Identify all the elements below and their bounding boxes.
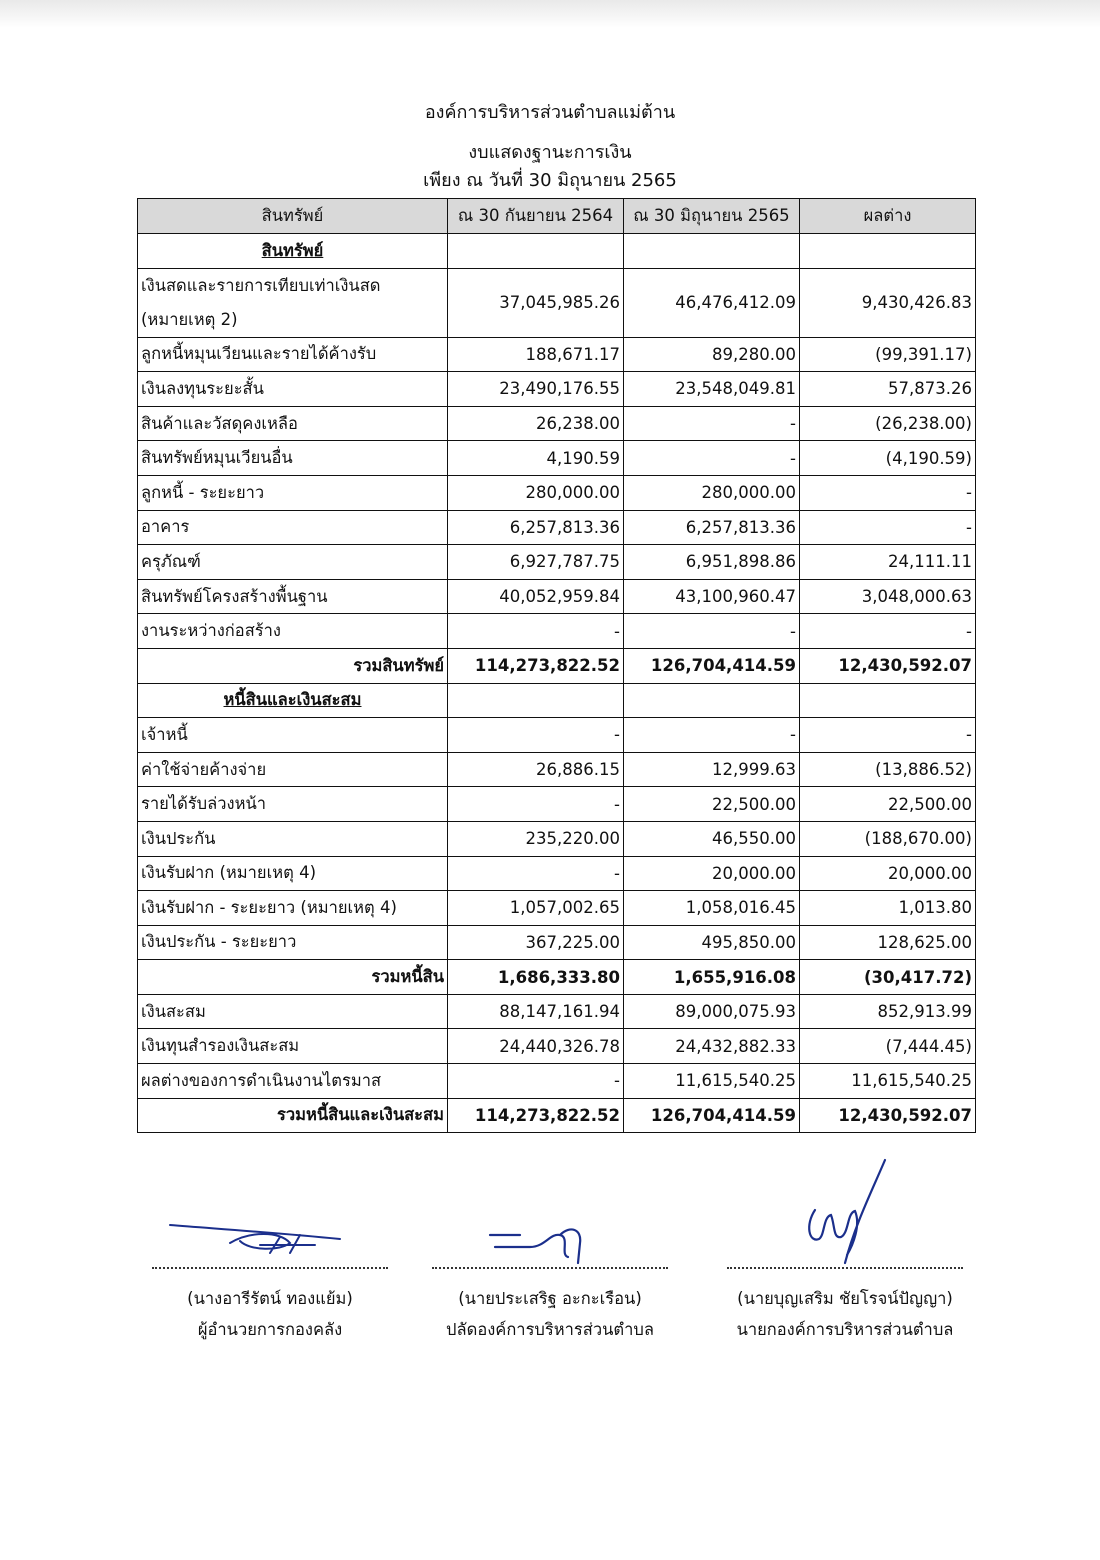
column-header-difference: ผลต่าง	[800, 199, 976, 234]
statement-title: งบแสดงฐานะการเงิน	[468, 142, 632, 163]
total-row-liabilities	[138, 960, 976, 995]
row-label: ครุภัณฑ์	[138, 545, 448, 580]
cell-difference: -	[800, 614, 976, 649]
signer-position: นายกองค์การบริหารส่วนตำบล	[736, 1320, 954, 1339]
cell-sep-2564: 280,000.00	[448, 475, 624, 510]
column-header-sep-2564: ณ 30 กันยายน 2564	[448, 199, 624, 234]
cell-difference: 24,111.11	[800, 545, 976, 580]
cell-jun-2565: 126,704,414.59	[624, 648, 800, 683]
cell-jun-2565: 89,280.00	[624, 337, 800, 372]
table-row	[138, 856, 976, 891]
cell-difference: 128,625.00	[800, 925, 976, 960]
cell-difference	[800, 683, 976, 718]
signer-position: ปลัดองค์การบริหารส่วนตำบล	[446, 1320, 654, 1339]
total-row-assets	[138, 648, 976, 683]
cell-sep-2564: 114,273,822.52	[448, 1098, 624, 1133]
cell-jun-2565: 1,058,016.45	[624, 891, 800, 926]
row-label: เงินทุนสำรองเงินสะสม	[138, 1029, 448, 1064]
handwritten-signature-1	[130, 1195, 410, 1265]
section-row-liabilities-equity	[138, 683, 976, 718]
cell-sep-2564: 88,147,161.94	[448, 994, 624, 1029]
cell-jun-2565: 46,476,412.09	[624, 268, 800, 337]
cell-jun-2565: 22,500.00	[624, 787, 800, 822]
cell-jun-2565: 43,100,960.47	[624, 579, 800, 614]
section-label: สินทรัพย์	[138, 234, 448, 269]
cell-difference: 1,013.80	[800, 891, 976, 926]
financial-position-table	[137, 198, 976, 1133]
cell-sep-2564: -	[448, 856, 624, 891]
cell-difference: (4,190.59)	[800, 441, 976, 476]
signature-block-chief-administrator	[410, 1195, 690, 1347]
row-label: เงินประกัน	[138, 821, 448, 856]
row-label: เงินประกัน - ระยะยาว	[138, 925, 448, 960]
row-label: ผลต่างของการดำเนินงานไตรมาส	[138, 1064, 448, 1099]
table-row	[138, 406, 976, 441]
row-label: สินค้าและวัสดุคงเหลือ	[138, 406, 448, 441]
signature-line	[727, 1265, 963, 1269]
signature-line	[432, 1265, 668, 1269]
total-label: รวมหนี้สิน	[138, 960, 448, 995]
section-row-assets	[138, 234, 976, 269]
cell-sep-2564: 114,273,822.52	[448, 648, 624, 683]
table-row	[138, 752, 976, 787]
table-row	[138, 579, 976, 614]
cell-sep-2564: 235,220.00	[448, 821, 624, 856]
cell-difference: 9,430,426.83	[800, 268, 976, 337]
cell-difference: 11,615,540.25	[800, 1064, 976, 1099]
table-row	[138, 475, 976, 510]
cell-jun-2565	[624, 683, 800, 718]
signature-block-finance-director	[130, 1195, 410, 1347]
cell-sep-2564: -	[448, 787, 624, 822]
cell-jun-2565: 46,550.00	[624, 821, 800, 856]
cell-difference: -	[800, 475, 976, 510]
cell-difference: (30,417.72)	[800, 960, 976, 995]
table-row	[138, 891, 976, 926]
scan-edge-shadow	[0, 0, 1100, 28]
signature-line	[152, 1265, 388, 1269]
cell-jun-2565: 495,850.00	[624, 925, 800, 960]
cell-sep-2564: -	[448, 614, 624, 649]
row-label: สินทรัพย์โครงสร้างพื้นฐาน	[138, 579, 448, 614]
cell-sep-2564: 24,440,326.78	[448, 1029, 624, 1064]
cell-sep-2564: 367,225.00	[448, 925, 624, 960]
handwritten-signature-2	[410, 1195, 690, 1265]
table-row	[138, 1029, 976, 1064]
signer-position: ผู้อำนวยการกองคลัง	[197, 1320, 343, 1339]
row-label: ลูกหนี้ - ระยะยาว	[138, 475, 448, 510]
cell-difference: (26,238.00)	[800, 406, 976, 441]
total-label: รวมหนี้สินและเงินสะสม	[138, 1098, 448, 1133]
signer-name: (นางอารีรัตน์ ทองแย้ม)	[187, 1289, 353, 1308]
cell-sep-2564: 188,671.17	[448, 337, 624, 372]
cell-sep-2564: 6,927,787.75	[448, 545, 624, 580]
cell-difference: (188,670.00)	[800, 821, 976, 856]
table-row	[138, 268, 976, 337]
table-row	[138, 821, 976, 856]
organization-name: องค์การบริหารส่วนตำบลแม่ต้าน	[424, 102, 676, 123]
cell-jun-2565: 12,999.63	[624, 752, 800, 787]
table-row	[138, 545, 976, 580]
signer-name: (นายประเสริฐ อะกะเรือน)	[458, 1289, 642, 1308]
section-label: หนี้สินและเงินสะสม	[138, 683, 448, 718]
cell-difference	[800, 234, 976, 269]
cell-difference: 12,430,592.07	[800, 1098, 976, 1133]
cell-sep-2564: 26,238.00	[448, 406, 624, 441]
table-header-row	[138, 199, 976, 234]
cell-difference: 12,430,592.07	[800, 648, 976, 683]
row-label: ลูกหนี้หมุนเวียนและรายได้ค้างรับ	[138, 337, 448, 372]
cell-sep-2564: -	[448, 718, 624, 753]
cell-sep-2564: 1,057,002.65	[448, 891, 624, 926]
row-label: เงินสดและรายการเทียบเท่าเงินสด (หมายเหตุ 2)	[138, 268, 448, 337]
row-label: เงินรับฝาก - ระยะยาว (หมายเหตุ 4)	[138, 891, 448, 926]
table-row	[138, 441, 976, 476]
table-row	[138, 994, 976, 1029]
cell-difference: (7,444.45)	[800, 1029, 976, 1064]
cell-difference: (99,391.17)	[800, 337, 976, 372]
row-label: อาคาร	[138, 510, 448, 545]
cell-sep-2564: 26,886.15	[448, 752, 624, 787]
row-label: เจ้าหนี้	[138, 718, 448, 753]
cell-difference: 852,913.99	[800, 994, 976, 1029]
total-row-liabilities-equity	[138, 1098, 976, 1133]
cell-jun-2565: -	[624, 406, 800, 441]
cell-sep-2564: -	[448, 1064, 624, 1099]
cell-jun-2565: -	[624, 441, 800, 476]
cell-sep-2564: 6,257,813.36	[448, 510, 624, 545]
cell-difference: 22,500.00	[800, 787, 976, 822]
handwritten-signature-3	[705, 1155, 985, 1265]
row-label: ค่าใช้จ่ายค้างจ่าย	[138, 752, 448, 787]
cell-jun-2565: 6,257,813.36	[624, 510, 800, 545]
cell-sep-2564: 23,490,176.55	[448, 372, 624, 407]
table-row	[138, 718, 976, 753]
signer-name: (นายบุญเสริม ชัยโรจน์ปัญญา)	[737, 1289, 953, 1308]
cell-sep-2564	[448, 683, 624, 718]
cell-jun-2565: 23,548,049.81	[624, 372, 800, 407]
cell-difference: 20,000.00	[800, 856, 976, 891]
cell-jun-2565: 6,951,898.86	[624, 545, 800, 580]
row-label: เงินรับฝาก (หมายเหตุ 4)	[138, 856, 448, 891]
row-label: สินทรัพย์หมุนเวียนอื่น	[138, 441, 448, 476]
table-row	[138, 1064, 976, 1099]
table-row	[138, 337, 976, 372]
table-row	[138, 510, 976, 545]
cell-jun-2565	[624, 234, 800, 269]
table-row	[138, 372, 976, 407]
cell-difference: 57,873.26	[800, 372, 976, 407]
cell-sep-2564	[448, 234, 624, 269]
row-label: เงินลงทุนระยะสั้น	[138, 372, 448, 407]
cell-jun-2565: 24,432,882.33	[624, 1029, 800, 1064]
column-header-jun-2565: ณ 30 มิถุนายน 2565	[624, 199, 800, 234]
table-row	[138, 925, 976, 960]
row-label: งานระหว่างก่อสร้าง	[138, 614, 448, 649]
row-label: เงินสะสม	[138, 994, 448, 1029]
cell-jun-2565: -	[624, 718, 800, 753]
table-row	[138, 787, 976, 822]
cell-difference: 3,048,000.63	[800, 579, 976, 614]
cell-sep-2564: 40,052,959.84	[448, 579, 624, 614]
total-label: รวมสินทรัพย์	[138, 648, 448, 683]
row-label: รายได้รับล่วงหน้า	[138, 787, 448, 822]
column-header-item: สินทรัพย์	[138, 199, 448, 234]
cell-jun-2565: 89,000,075.93	[624, 994, 800, 1029]
cell-jun-2565: -	[624, 614, 800, 649]
cell-jun-2565: 11,615,540.25	[624, 1064, 800, 1099]
statement-date: เพียง ณ วันที่ 30 มิถุนายน 2565	[423, 170, 677, 191]
cell-difference: (13,886.52)	[800, 752, 976, 787]
cell-jun-2565: 280,000.00	[624, 475, 800, 510]
cell-difference: -	[800, 718, 976, 753]
cell-jun-2565: 1,655,916.08	[624, 960, 800, 995]
cell-jun-2565: 126,704,414.59	[624, 1098, 800, 1133]
cell-difference: -	[800, 510, 976, 545]
cell-sep-2564: 1,686,333.80	[448, 960, 624, 995]
cell-jun-2565: 20,000.00	[624, 856, 800, 891]
signature-block-chief-executive	[705, 1195, 985, 1347]
table-row	[138, 614, 976, 649]
cell-sep-2564: 37,045,985.26	[448, 268, 624, 337]
cell-sep-2564: 4,190.59	[448, 441, 624, 476]
